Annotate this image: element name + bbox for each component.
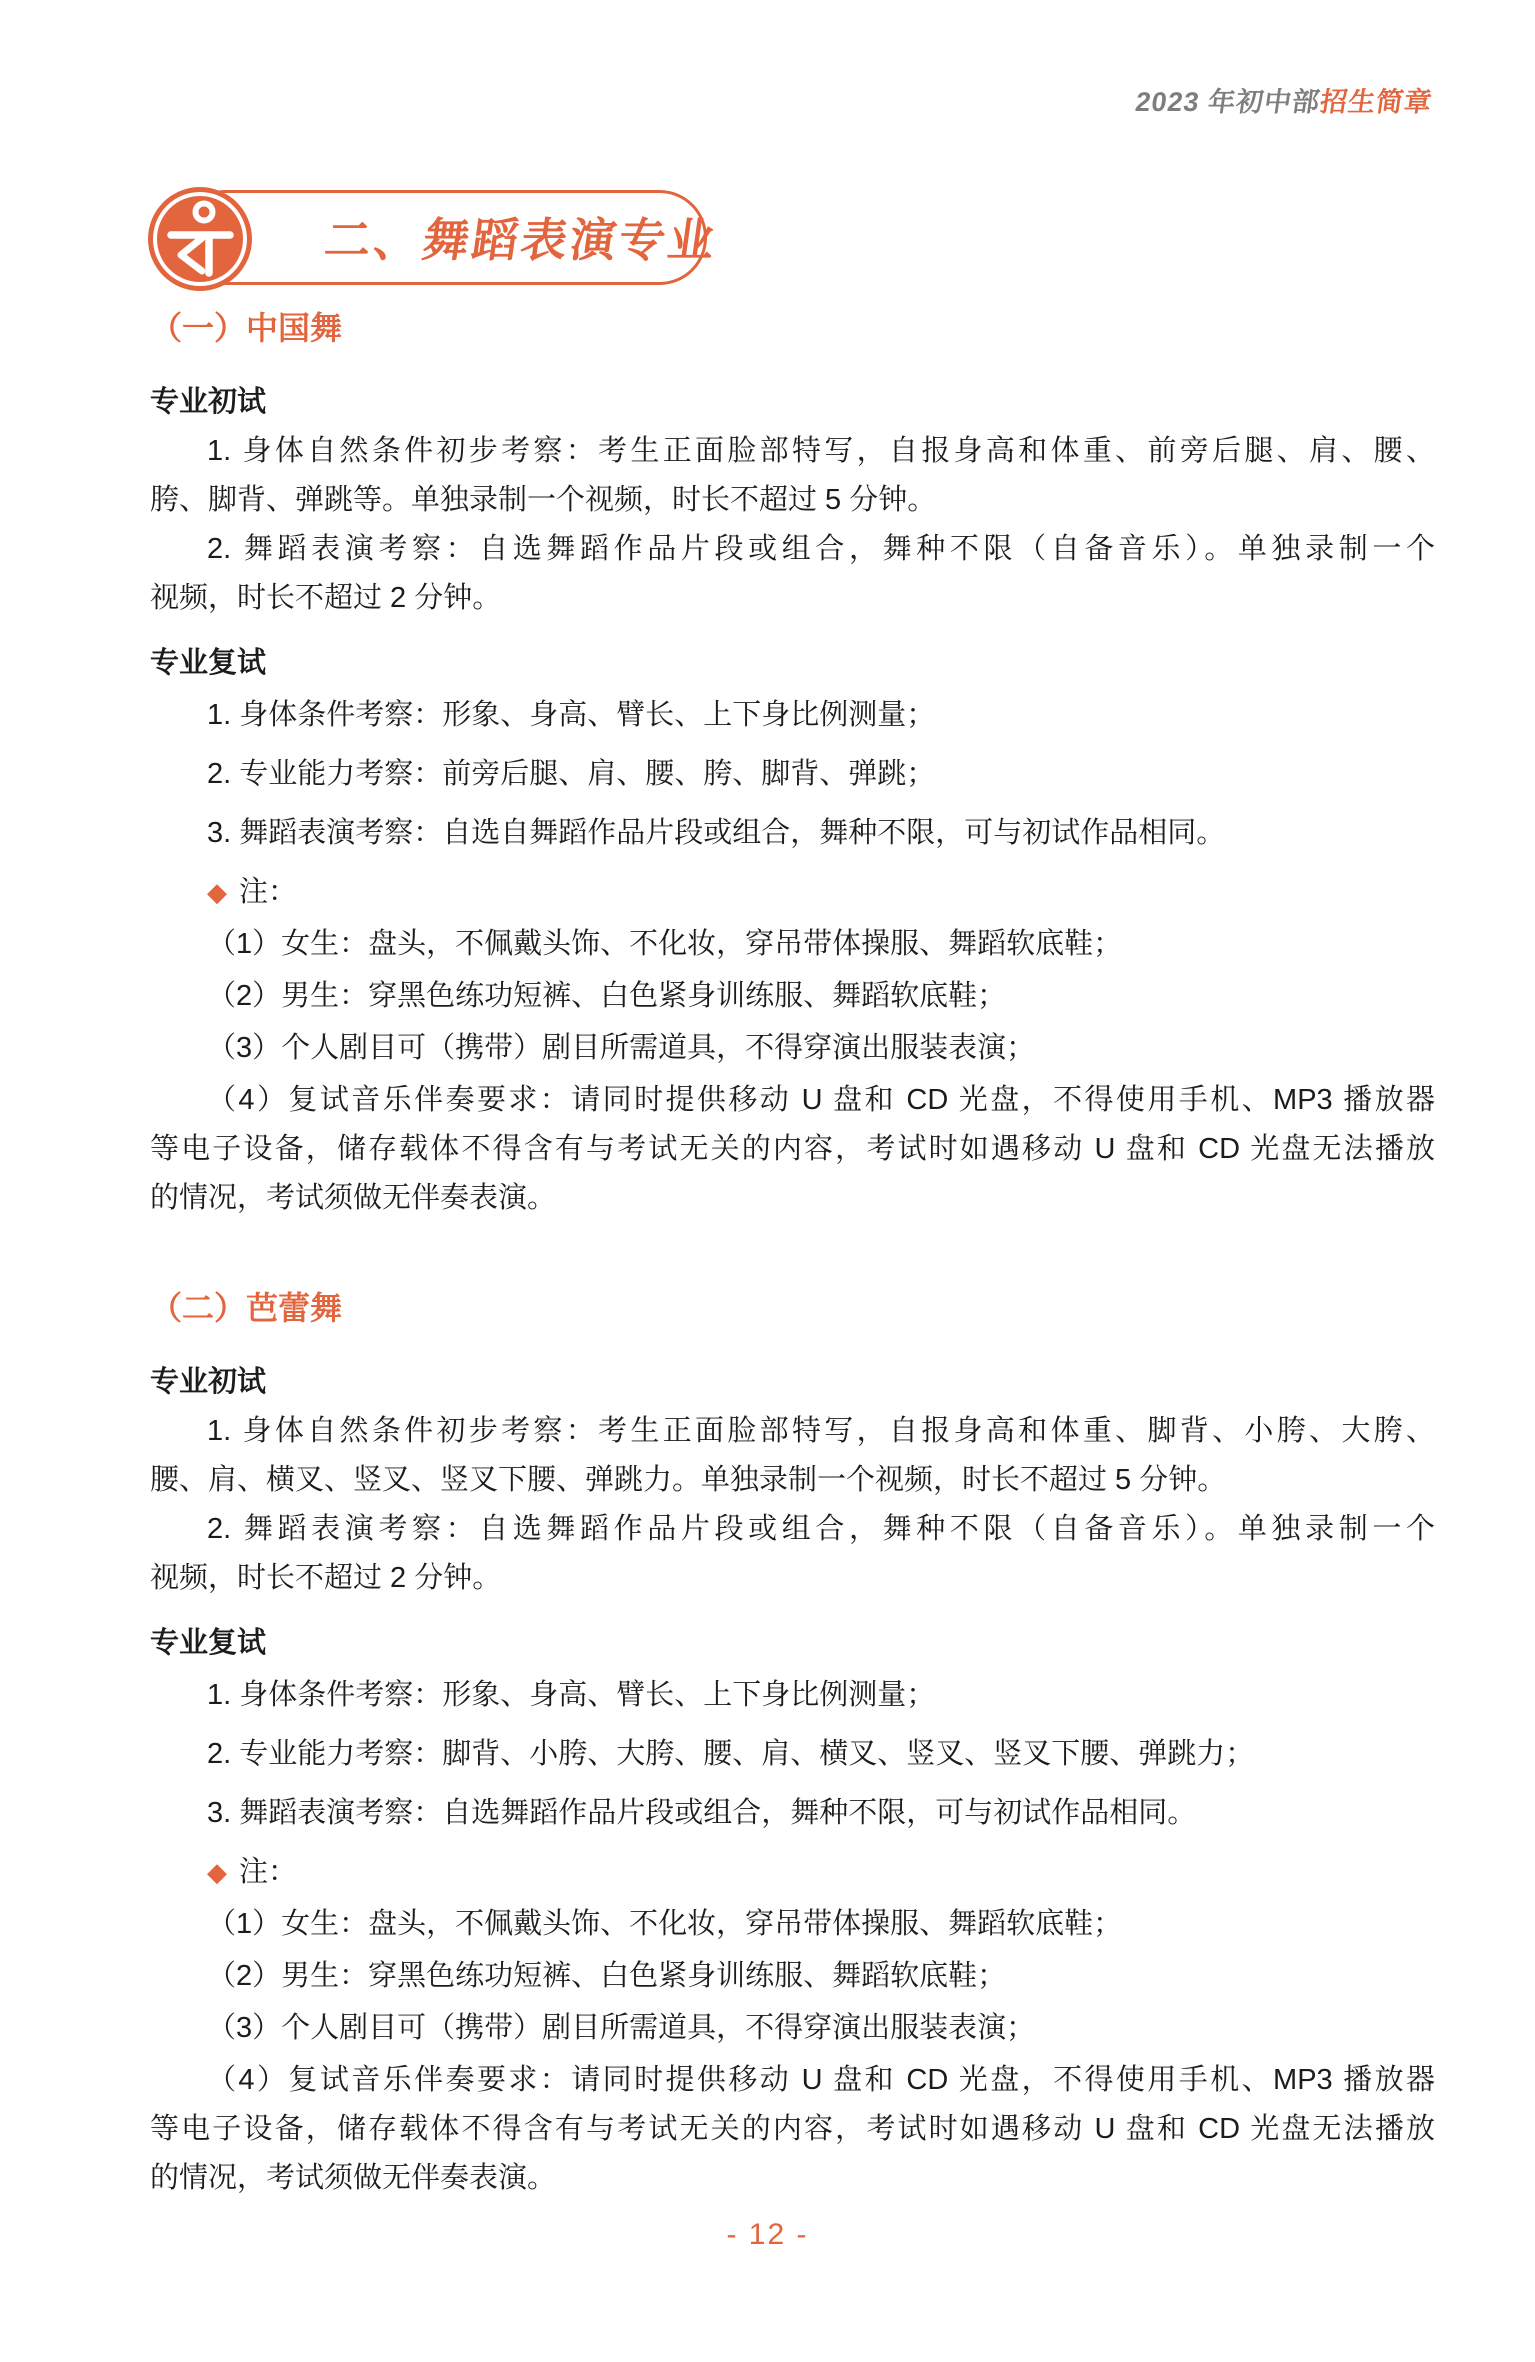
paragraph	[150, 1407, 1435, 1505]
header-brand-text: 招生简章	[1318, 87, 1435, 117]
paragraph-line: 的情况，考试须做无伴奏表演。	[150, 1182, 557, 1214]
section-heading: （一）中国舞	[150, 310, 343, 346]
note-item-paragraph	[150, 1076, 1435, 1223]
paragraph-line: 视频，时长不超过 2 分钟。	[150, 582, 502, 614]
subhead-retest-exam: 专业复试	[150, 1627, 267, 1659]
paragraph-line: 胯、脚背、弹跳等。单独录制一个视频，时长不超过 5 分钟。	[150, 484, 937, 516]
note-item: （1）女生：盘头，不佩戴头饰、不化妆，穿吊带体操服、舞蹈软底鞋；	[207, 928, 1123, 960]
list-item: 1. 身体条件考察：形象、身高、臂长、上下身比例测量；	[207, 1679, 936, 1711]
paragraph-line: 2. 舞蹈表演考察：自选舞蹈作品片段或组合，舞种不限（自备音乐）。单独录制一个	[207, 1513, 1435, 1545]
paragraph-line: （4）复试音乐伴奏要求：请同时提供移动 U 盘和 CD 光盘，不得使用手机、MP3 播放器	[207, 2064, 1435, 2096]
list-item: 2. 专业能力考察：前旁后腿、肩、腰、胯、脚背、弹跳；	[207, 758, 936, 790]
note-item: （3）个人剧目可（携带）剧目所需道具，不得穿演出服装表演；	[207, 1032, 1036, 1064]
note-label-text: 注：	[239, 876, 298, 908]
note-item-paragraph	[150, 2056, 1435, 2203]
page-header	[1134, 80, 1436, 119]
note-item: （2）男生：穿黑色练功短裤、白色紧身训练服、舞蹈软底鞋；	[207, 980, 1007, 1012]
paragraph-line: 等电子设备，储存载体不得含有与考试无关的内容，考试时如遇移动 U 盘和 CD 光盘无法播放	[150, 1133, 1435, 1165]
paragraph-line: 腰、肩、横叉、竖叉、竖叉下腰、弹跳力。单独录制一个视频，时长不超过 5 分钟。	[150, 1464, 1227, 1496]
paragraph-line: 等电子设备，储存载体不得含有与考试无关的内容，考试时如遇移动 U 盘和 CD 光盘无法播放	[150, 2113, 1435, 2145]
section-chinese-dance	[150, 306, 1435, 1223]
note-label-text: 注：	[239, 1856, 298, 1888]
list-item: 3. 舞蹈表演考察：自选舞蹈作品片段或组合，舞种不限，可与初试作品相同。	[207, 1797, 1197, 1829]
section-heading: （二）芭蕾舞	[150, 1290, 343, 1326]
paragraph	[150, 427, 1435, 525]
paragraph-line: 1. 身体自然条件初步考察：考生正面脸部特写，自报身高和体重、脚背、小胯、大胯、	[207, 1415, 1435, 1447]
note-heading	[150, 1848, 1435, 1897]
list-item: 3. 舞蹈表演考察：自选自舞蹈作品片段或组合，舞种不限，可与初试作品相同。	[207, 817, 1226, 849]
dancer-icon	[148, 187, 252, 291]
paragraph-line: 视频，时长不超过 2 分钟。	[150, 1562, 502, 1594]
note-item: （3）个人剧目可（携带）剧目所需道具，不得穿演出服装表演；	[207, 2012, 1036, 2044]
subhead-initial-exam: 专业初试	[150, 386, 267, 418]
paragraph	[150, 525, 1435, 623]
header-year-text: 2023 年初中部	[1133, 87, 1323, 117]
list-item: 1. 身体条件考察：形象、身高、臂长、上下身比例测量；	[207, 699, 936, 731]
page-number: - 12 -	[726, 2218, 809, 2251]
paragraph-line: 2. 舞蹈表演考察：自选舞蹈作品片段或组合，舞种不限（自备音乐）。单独录制一个	[207, 533, 1435, 565]
paragraph-line: 1. 身体自然条件初步考察：考生正面脸部特写，自报身高和体重、前旁后腿、肩、腰、	[207, 435, 1435, 467]
badge-pill	[202, 190, 721, 285]
paragraph	[150, 1505, 1435, 1603]
chapter-title: 二、舞蹈表演专业	[321, 214, 721, 266]
diamond-icon: ◆	[207, 877, 227, 907]
section-ballet	[150, 1286, 1435, 2203]
paragraph-line: 的情况，考试须做无伴奏表演。	[150, 2162, 557, 2194]
note-item: （1）女生：盘头，不佩戴头饰、不化妆，穿吊带体操服、舞蹈软底鞋；	[207, 1908, 1123, 1940]
paragraph-line: （4）复试音乐伴奏要求：请同时提供移动 U 盘和 CD 光盘，不得使用手机、MP3 播放器	[207, 1084, 1435, 1116]
note-heading	[150, 868, 1435, 917]
subhead-initial-exam: 专业初试	[150, 1366, 267, 1398]
diamond-icon: ◆	[207, 1857, 227, 1887]
subhead-retest-exam: 专业复试	[150, 647, 267, 679]
list-item: 2. 专业能力考察：脚背、小胯、大胯、腰、肩、横叉、竖叉、竖叉下腰、弹跳力；	[207, 1738, 1255, 1770]
page-content	[150, 306, 1435, 2203]
note-item: （2）男生：穿黑色练功短裤、白色紧身训练服、舞蹈软底鞋；	[207, 1960, 1007, 1992]
